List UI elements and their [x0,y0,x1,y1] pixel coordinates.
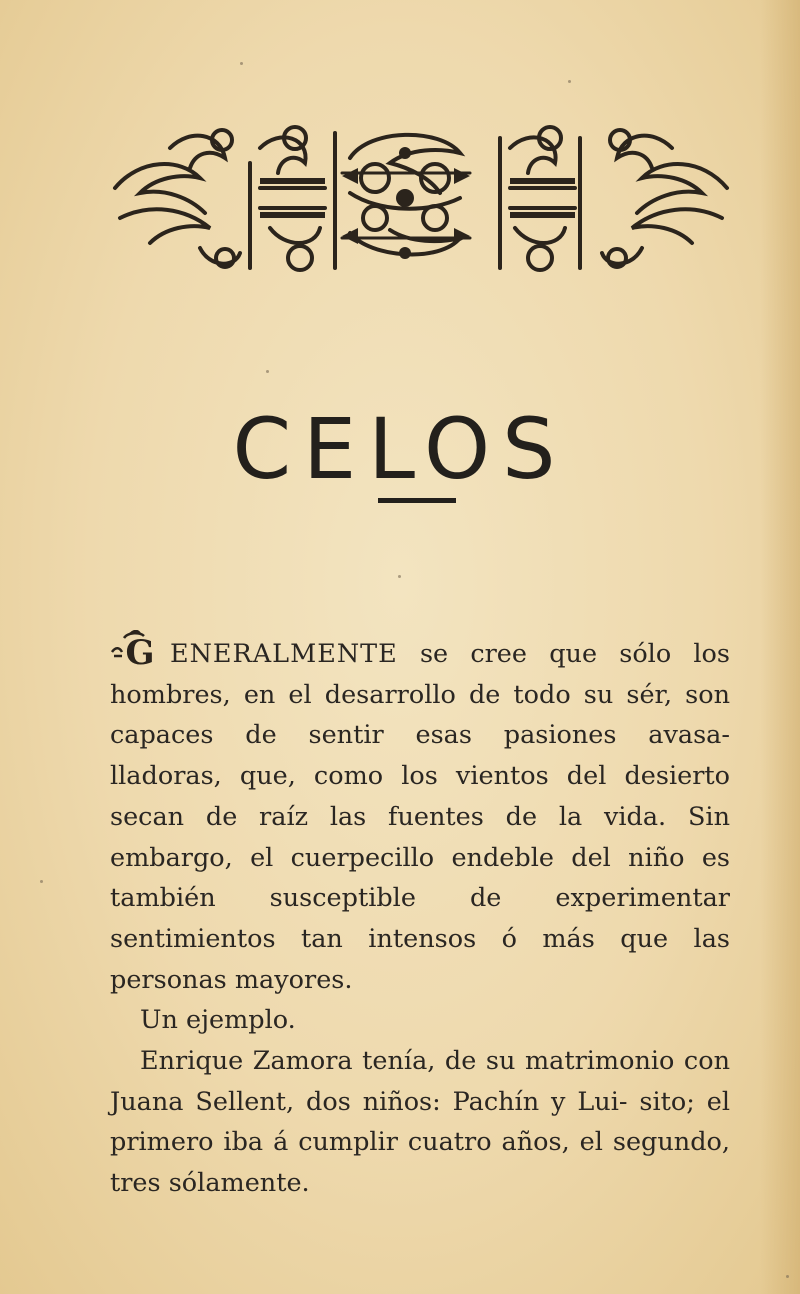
paper-speck [568,80,571,83]
page-edge-shading [760,0,800,1294]
chapter-body [110,630,730,1204]
paper-speck [786,1275,789,1278]
paragraph-1-text: se cree que sólo los hombres, en el desarrollo de todo su sér, son capaces de sentir esas pasiones avasa- lladoras, que, como los vientos del desierto secan de raíz las fuentes de la vida. Sin embargo, el cuerpecillo endeble del niño es también susceptible de experimentar sentimientos tan intensos ó más que las personas mayores. [110,639,730,995]
dropcap-letter: G [125,633,155,670]
decorated-initial-icon [110,630,166,670]
paper-speck [240,62,243,65]
paper-speck [266,370,269,373]
paragraph-2: Un ejemplo. [140,1005,296,1036]
chapter-title: CELOS [232,400,568,498]
paragraph-1 [110,630,730,1000]
paper-speck [398,575,401,578]
floral-headpiece-ornament [110,118,732,278]
title-underline [378,498,456,503]
paragraph-1-smallcaps: ENERALMENTE [170,639,398,669]
paper-speck [40,880,43,883]
paragraph-3: Enrique Zamora tenía, de su matrimonio con Juana Sellent, dos niños: Pachín y Lui- sito; el primero iba á cumplir cuatro años, el segundo, tres sólamente. [110,1046,730,1199]
